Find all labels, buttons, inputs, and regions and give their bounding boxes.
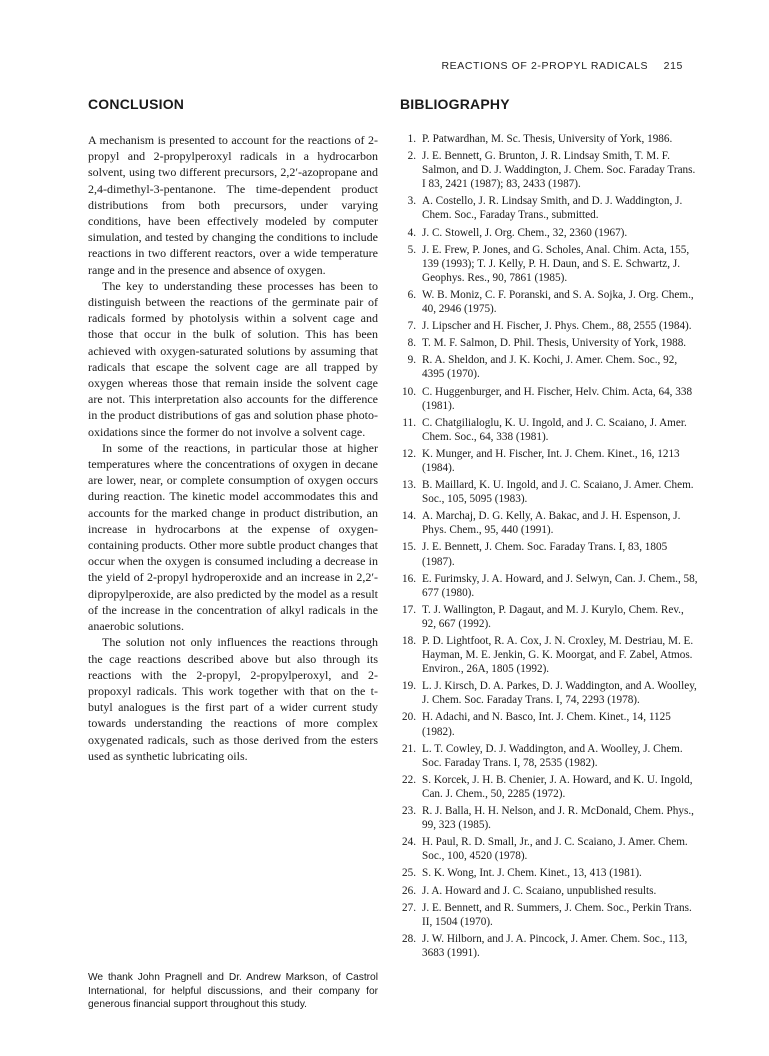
reference-text: L. T. Cowley, D. J. Waddington, and A. Woolley, J. Chem. Soc. Faraday Trans. I, 78, 2535 (1982).	[422, 742, 683, 769]
reference-item	[400, 385, 698, 413]
reference-number: 8.	[407, 337, 416, 350]
conclusion-paragraph: The key to understanding these processes has been to distinguish between the reactions of the germinate pair of radicals formed by photolysis within a solvent cage and those that occur in the bulk of solution. This has been achieved with oxygen-saturated solutions by assuming that radicals that escape the solvent cage are all trapped by oxygen whereas those that remain inside the solvent cage are not. This interpretation also accounts for the difference in the product distributions of gas and solution phase photo-oxidations since the former do not involve a solvent cage.	[88, 278, 378, 439]
reference-item	[400, 319, 698, 333]
reference-number: 14.	[402, 510, 416, 523]
reference-item	[400, 773, 698, 801]
reference-text: C. Huggenburger, and H. Fischer, Helv. Chim. Acta, 64, 338 (1981).	[422, 385, 693, 412]
reference-item	[400, 634, 698, 676]
reference-text: J. E. Bennett, and R. Summers, J. Chem. Soc., Perkin Trans. II, 1504 (1970).	[422, 901, 692, 928]
reference-item	[400, 679, 698, 707]
reference-item	[400, 149, 698, 191]
reference-text: T. M. F. Salmon, D. Phil. Thesis, University of York, 1988.	[422, 337, 687, 350]
reference-number: 6.	[407, 288, 416, 301]
reference-number: 18.	[402, 635, 416, 647]
reference-number: 20.	[402, 711, 416, 724]
conclusion-heading: CONCLUSION	[88, 96, 185, 112]
reference-item	[400, 509, 698, 537]
reference-number: 7.	[407, 320, 416, 333]
conclusion-paragraph: In some of the reactions, in particular those at higher temperatures where the concentrations of oxygen in decane are lower, near, or complete consumption of oxygen occurs during reaction. The kinetic model accommodates this and accounts for the marked change in product distribution, an increase in hydrocarbons at the expense of oxygen-containing products. Other more subtle product changes that occur when the oxygen is consumed including a decrease in the yield of 2-propyl hydroperoxide and an increase in 2,2′-dipropylperoxide, are also predicted by the model as a result of the increase in the concentration of alkyl radicals in the anaerobic solutions.	[88, 440, 378, 634]
reference-item	[400, 243, 698, 285]
reference-text: A. Marchaj, D. G. Kelly, A. Bakac, and J. H. Espenson, J. Phys. Chem., 95, 440 (1991).	[422, 510, 681, 537]
reference-text: A. Costello, J. R. Lindsay Smith, and D. J. Waddington, J. Chem. Soc., Faraday Trans., submitted.	[422, 195, 683, 222]
reference-number: 16.	[402, 572, 416, 585]
reference-item	[400, 932, 698, 960]
running-head	[441, 60, 683, 72]
reference-text: J. W. Hilborn, and J. A. Pincock, J. Amer. Chem. Soc., 113, 3683 (1991).	[422, 932, 688, 959]
reference-number: 25.	[402, 867, 416, 880]
bibliography-section	[400, 96, 698, 963]
reference-text: P. D. Lightfoot, R. A. Cox, J. N. Croxley, M. Destriau, M. E. Hayman, M. E. Jenkin, G. K. Moorgat, and F. Zabel, Atmos. Environ., 26A, 1805 (1992).	[422, 635, 694, 676]
running-title: REACTIONS OF 2-PROPYL RADICALS	[441, 60, 649, 72]
reference-number: 2.	[407, 150, 416, 163]
reference-item	[400, 835, 698, 863]
reference-item	[400, 901, 698, 929]
reference-item	[400, 710, 698, 738]
reference-text: E. Furimsky, J. A. Howard, and J. Selwyn, Can. J. Chem., 58, 677 (1980).	[422, 572, 698, 599]
conclusion-section	[88, 96, 378, 764]
reference-item	[400, 884, 698, 898]
reference-text: H. Adachi, and N. Basco, Int. J. Chem. Kinet., 14, 1125 (1982).	[422, 711, 671, 738]
reference-item	[400, 447, 698, 475]
reference-item	[400, 288, 698, 316]
reference-text: J. A. Howard and J. C. Scaiano, unpublished results.	[422, 884, 657, 897]
reference-text: J. C. Stowell, J. Org. Chem., 32, 2360 (1967).	[422, 226, 628, 239]
reference-item	[400, 194, 698, 222]
reference-number: 23.	[402, 805, 416, 818]
reference-text: R. A. Sheldon, and J. K. Kochi, J. Amer. Chem. Soc., 92, 4395 (1970).	[422, 354, 678, 381]
reference-number: 12.	[402, 447, 416, 460]
reference-number: 13.	[402, 479, 416, 492]
reference-number: 19.	[402, 680, 416, 693]
reference-number: 9.	[407, 354, 416, 367]
reference-text: W. B. Moniz, C. F. Poranski, and S. A. Sojka, J. Org. Chem., 40, 2946 (1975).	[422, 288, 694, 316]
reference-number: 1.	[407, 133, 416, 145]
reference-item	[400, 416, 698, 444]
reference-item	[400, 603, 698, 631]
reference-number: 3.	[407, 195, 416, 208]
conclusion-paragraph: The solution not only influences the reactions through the cage reactions described above but also through its reactions with the 2-propyl, 2-propylperoxyl, and 2-propoxyl radicals. This work together with that on the t-butyl analogues is the first part of a wider current study towards understanding the reactions of more complex oxygenated radicals, such as those derived from the esters used as synthetic lubricating oils.	[88, 635, 378, 763]
reference-text: J. E. Bennett, G. Brunton, J. R. Lindsay Smith, T. M. F. Salmon, and D. J. Waddington, J. Chem. Soc. Faraday Trans. I 83, 2421 (1987); 83, 2433 (1987).	[422, 150, 696, 191]
reference-item	[400, 478, 698, 506]
reference-item	[400, 866, 698, 880]
reference-item	[400, 336, 698, 350]
reference-text: S. K. Wong, Int. J. Chem. Kinet., 13, 413 (1981).	[422, 867, 642, 880]
reference-number: 28.	[402, 932, 416, 945]
reference-number: 17.	[402, 603, 416, 616]
reference-list	[400, 132, 698, 960]
reference-number: 4.	[407, 226, 416, 239]
reference-number: 26.	[402, 884, 416, 897]
reference-item	[400, 540, 698, 568]
reference-number: 5.	[407, 243, 416, 256]
reference-item	[400, 226, 698, 240]
reference-number: 24.	[402, 836, 416, 849]
reference-text: C. Chatgilialoglu, K. U. Ingold, and J. C. Scaiano, J. Amer. Chem. Soc., 64, 338 (1981).	[422, 416, 687, 443]
reference-text: S. Korcek, J. H. B. Chenier, J. A. Howard, and K. U. Ingold, Can. J. Chem., 50, 2285 (1972).	[422, 773, 693, 800]
reference-text: J. E. Bennett, J. Chem. Soc. Faraday Trans. I, 83, 1805 (1987).	[422, 541, 668, 568]
reference-item	[400, 132, 698, 146]
reference-text: B. Maillard, K. U. Ingold, and J. C. Scaiano, J. Amer. Chem. Soc., 105, 5095 (1983).	[422, 479, 694, 506]
reference-text: P. Patwardhan, M. Sc. Thesis, University of York, 1986.	[422, 133, 673, 145]
reference-item	[400, 572, 698, 600]
acknowledgment: We thank John Pragnell and Dr. Andrew Markson, of Castrol International, for helpful discussions, and their company for generous financial support throughout this study.	[88, 972, 378, 1011]
bibliography-heading: BIBLIOGRAPHY	[400, 96, 510, 112]
conclusion-paragraph: A mechanism is presented to account for the reactions of 2-propyl and 2-propylperoxyl radicals in a hydrocarbon solvent, using two different precursors, 2,2′-azopropane and 2,4-dimethyl-3-pentanone. The time-dependent product distributions from both precursors, under varying conditions, have been effectively modeled by computer simulation, and tested by changing the conditions to include reactions in two different reactors, over a wide temperature range and in the presence and absence of oxygen.	[88, 133, 378, 277]
reference-number: 11.	[402, 416, 416, 429]
reference-number: 27.	[402, 901, 416, 914]
reference-item	[400, 353, 698, 381]
reference-text: H. Paul, R. D. Small, Jr., and J. C. Scaiano, J. Amer. Chem. Soc., 100, 4520 (1978).	[422, 836, 688, 863]
reference-text: T. J. Wallington, P. Dagaut, and M. J. Kurylo, Chem. Rev., 92, 667 (1992).	[422, 603, 684, 630]
reference-number: 22.	[402, 773, 416, 786]
reference-text: L. J. Kirsch, D. A. Parkes, D. J. Waddington, and A. Woolley, J. Chem. Soc. Faraday Trans. I, 74, 2293 (1978).	[422, 680, 697, 707]
reference-item	[400, 742, 698, 770]
page-number: 215	[663, 60, 683, 72]
reference-number: 10.	[402, 385, 416, 398]
reference-text: R. J. Balla, H. H. Nelson, and J. R. McDonald, Chem. Phys., 99, 323 (1985).	[422, 805, 694, 832]
reference-number: 21.	[402, 742, 416, 755]
reference-text: J. E. Frew, P. Jones, and G. Scholes, Anal. Chim. Acta, 155, 139 (1993); T. J. Kelly, P. H. Daun, and S. E. Schwartz, J. Geophys. Res., 90, 7861 (1985).	[422, 243, 690, 284]
reference-text: K. Munger, and H. Fischer, Int. J. Chem. Kinet., 16, 1213 (1984).	[422, 447, 680, 474]
reference-text: J. Lipscher and H. Fischer, J. Phys. Chem., 88, 2555 (1984).	[422, 320, 692, 333]
reference-item	[400, 804, 698, 832]
reference-number: 15.	[402, 541, 416, 554]
